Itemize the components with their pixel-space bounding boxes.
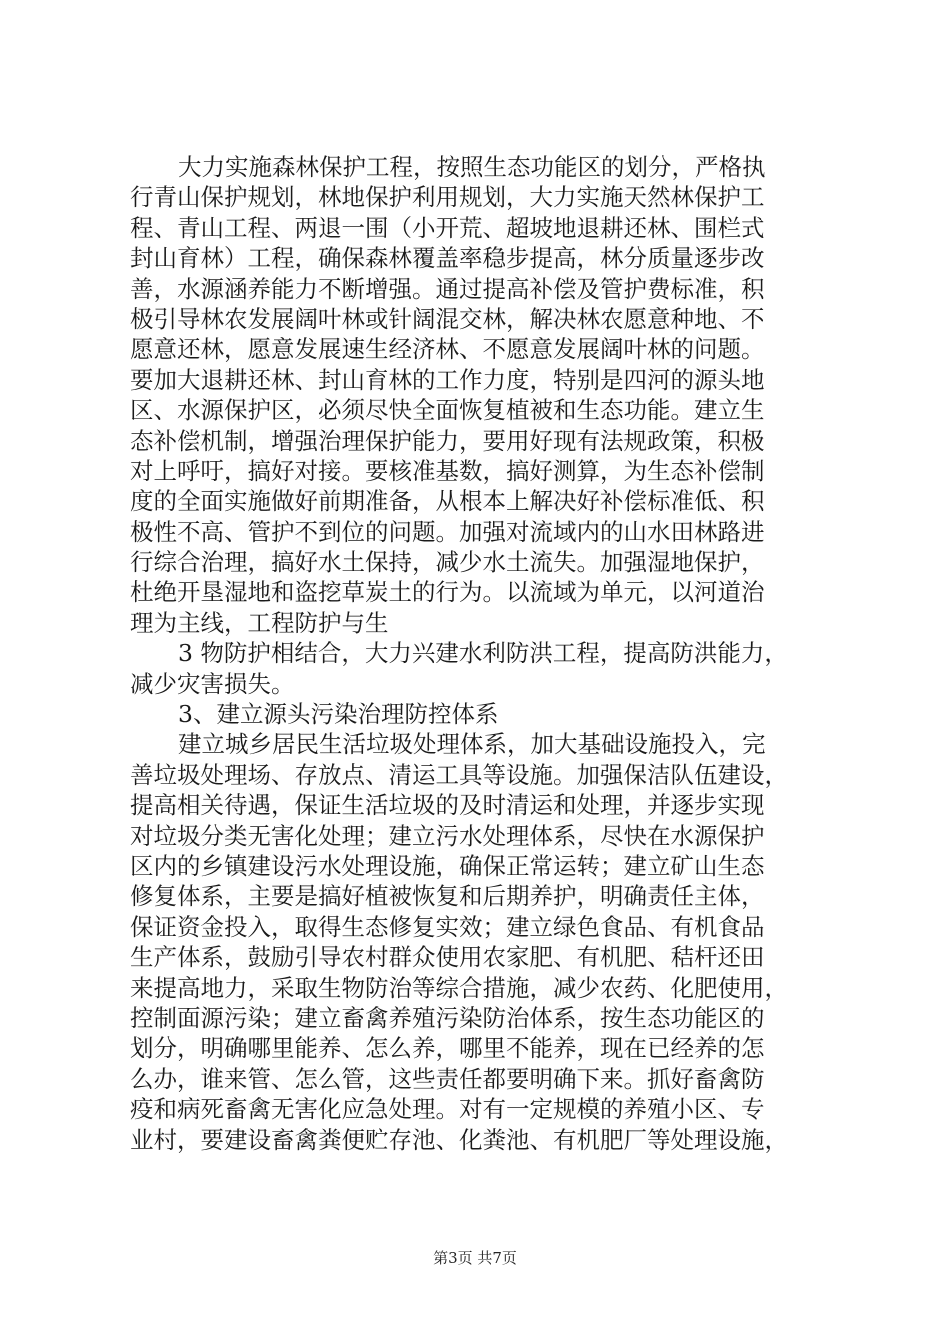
text-line: 3 物防护相结合，大力兴建水利防洪工程，提高防洪能力， xyxy=(178,639,788,668)
text-line: 对垃圾分类无害化处理；建立污水处理体系，尽快在水源保护 xyxy=(130,821,765,850)
text-line: 善垃圾处理场、存放点、清运工具等设施。加强保洁队伍建设， xyxy=(130,760,788,789)
text-line: 对上呼吁，搞好对接。要核准基数，搞好测算，为生态补偿制 xyxy=(130,456,765,485)
text-line: 减少灾害损失。 xyxy=(130,669,295,698)
text-line: 封山育林）工程，确保森林覆盖率稳步提高，林分质量逐步改 xyxy=(130,244,765,273)
body-text xyxy=(130,152,830,1155)
paragraph-flood-control xyxy=(130,638,830,699)
text-line: 行青山保护规划，林地保护利用规划，大力实施天然林保护工 xyxy=(130,183,765,212)
text-line: 区、水源保护区，必须尽快全面恢复植被和生态功能。建立生 xyxy=(130,396,765,425)
section-heading: 3、建立源头污染治理防控体系 xyxy=(178,700,499,729)
text-line: 控制面源污染；建立畜禽养殖污染防治体系，按生态功能区的 xyxy=(130,1003,765,1032)
paragraph-forest-protection xyxy=(130,152,830,638)
text-line: 来提高地力，采取生物防治等综合措施，减少农药、化肥使用， xyxy=(130,973,788,1002)
text-line: 程、青山工程、两退一围（小开荒、超坡地退耕还林、围栏式 xyxy=(130,213,765,242)
text-line: 生产体系，鼓励引导农村群众使用农家肥、有机肥、秸杆还田 xyxy=(130,943,765,972)
text-line: 杜绝开垦湿地和盗挖草炭土的行为。以流域为单元，以河道治 xyxy=(130,578,765,607)
text-line: 么办，谁来管、怎么管，这些责任都要明确下来。抓好畜禽防 xyxy=(130,1064,765,1093)
text-line: 理为主线，工程防护与生 xyxy=(130,608,389,637)
text-line: 区内的乡镇建设污水处理设施，确保正常运转；建立矿山生态 xyxy=(130,851,765,880)
text-line: 愿意还林，愿意发展速生经济林、不愿意发展阔叶林的问题。 xyxy=(130,335,765,364)
text-line: 极引导林农发展阔叶林或针阔混交林，解决林农愿意种地、不 xyxy=(130,304,765,333)
text-line: 保证资金投入，取得生态修复实效；建立绿色食品、有机食品 xyxy=(130,912,765,941)
text-line: 疫和病死畜禽无害化应急处理。对有一定规模的养殖小区、专 xyxy=(130,1095,765,1124)
text-line: 提高相关待遇，保证生活垃圾的及时清运和处理，并逐步实现 xyxy=(130,791,765,820)
text-line: 建立城乡居民生活垃圾处理体系，加大基础设施投入，完 xyxy=(178,730,766,759)
text-line: 善，水源涵养能力不断增强。通过提高补偿及管护费标准，积 xyxy=(130,274,765,303)
text-line: 大力实施森林保护工程，按照生态功能区的划分，严格执 xyxy=(178,153,766,181)
text-line: 极性不高、管护不到位的问题。加强对流域内的山水田林路进 xyxy=(130,517,765,546)
text-line: 划分，明确哪里能养、怎么养，哪里不能养，现在已经养的怎 xyxy=(130,1034,765,1063)
text-line: 行综合治理，搞好水土保持，减少水土流失。加强湿地保护， xyxy=(130,548,765,577)
page-number-footer: 第3页 共7页 xyxy=(433,1249,517,1267)
text-line: 修复体系，主要是搞好植被恢复和后期养护，明确责任主体， xyxy=(130,882,765,911)
text-line: 态补偿机制，增强治理保护能力，要用好现有法规政策，积极 xyxy=(130,426,765,455)
text-line: 要加大退耕还林、封山育林的工作力度，特别是四河的源头地 xyxy=(130,365,765,394)
text-line: 业村，要建设畜禽粪便贮存池、化粪池、有机肥厂等处理设施， xyxy=(130,1125,788,1154)
paragraph-pollution-control xyxy=(130,729,830,1154)
text-line: 度的全面实施做好前期准备，从根本上解决好补偿标准低、积 xyxy=(130,487,765,516)
